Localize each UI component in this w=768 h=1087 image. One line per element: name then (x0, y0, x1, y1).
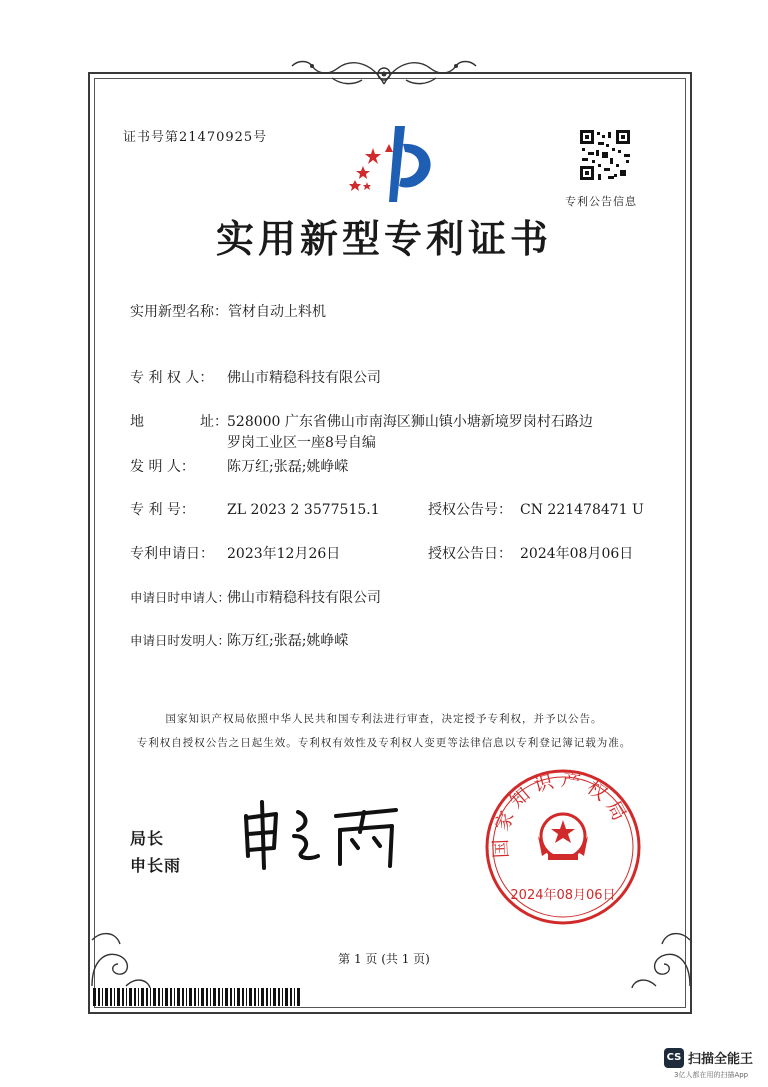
certificate-number: 证书号第21470925号 (123, 130, 268, 145)
statement-line-2: 专利权自授权公告之日起生效。专利权有效性及专利权人变更等法律信息以专利登记簿记载为准。 (136, 737, 632, 749)
barcode-bar (297, 988, 300, 1006)
barcode-bar (114, 988, 115, 1006)
barcode-bar (189, 988, 192, 1006)
barcode-bar (242, 988, 244, 1006)
barcode-bar (294, 988, 295, 1006)
barcode-bar (182, 988, 184, 1006)
barcode-bar (290, 988, 292, 1006)
barcode-bar (230, 988, 232, 1006)
page-indicator: 第 1 页 (共 1 页) (338, 952, 430, 966)
field-value: 528000 广东省佛山市南海区狮山镇小塘新境罗岗村石路边 (227, 414, 593, 430)
statement-line-1: 国家知识产权局依照中华人民共和国专利法进行审查，决定授予专利权，并予以公告。 (165, 713, 603, 725)
barcode-bar (138, 988, 139, 1006)
field-value: 佛山市精稳科技有限公司 (227, 590, 381, 606)
seal-date: 2024年08月06日 (510, 888, 616, 903)
field-label-suffix: 址： (200, 414, 228, 430)
barcode-bar (218, 988, 220, 1006)
barcode-bar (170, 988, 172, 1006)
field-label: 专 利 权 人： (130, 370, 214, 386)
field-label: 授权公告号： (428, 502, 512, 518)
field-label: 申请日时发明人： (130, 633, 231, 648)
barcode-bar (98, 988, 100, 1006)
barcode-bar (270, 988, 271, 1006)
field-label: 实用新型名称： (130, 304, 228, 320)
barcode-bar (158, 988, 160, 1006)
barcode-bar (126, 988, 127, 1006)
barcode-bar (146, 988, 148, 1006)
barcode-bar (273, 988, 276, 1006)
qr-caption: 专利公告信息 (565, 195, 637, 208)
field-value: 陈万红;张磊;姚峥嵘 (227, 633, 349, 649)
field-address (130, 411, 593, 431)
barcode-bar (162, 988, 163, 1006)
field-value: 2024年08月06日 (520, 546, 634, 562)
certificate-title: 实用新型专利证书 (215, 216, 552, 261)
field-utility-model-name (130, 301, 326, 321)
field-label: 申请日时申请人： (130, 590, 231, 605)
field-label: 专利申请日： (130, 546, 214, 562)
field-label: 发 明 人： (130, 459, 195, 475)
barcode-bar (237, 988, 240, 1006)
barcode-bar (122, 988, 124, 1006)
barcode-bar (102, 988, 103, 1006)
barcode-bar (254, 988, 256, 1006)
barcode-bar (129, 988, 132, 1006)
barcode-bar (206, 988, 208, 1006)
field-value: 佛山市精稳科技有限公司 (227, 370, 381, 386)
barcode-bar (134, 988, 136, 1006)
barcode-bar (174, 988, 175, 1006)
field-filing-date (130, 543, 340, 563)
scanner-app-tagline: 3亿人都在用的扫描App (674, 1071, 749, 1079)
barcode-bar (285, 988, 288, 1006)
signatory-title: 局长 (130, 829, 165, 848)
barcode-bar (246, 988, 247, 1006)
barcode-bar (249, 988, 252, 1006)
field-inventor (130, 456, 348, 476)
barcode-bar (213, 988, 216, 1006)
barcode-icon (93, 988, 303, 1006)
barcode-bar (198, 988, 199, 1006)
barcode-bar (141, 988, 144, 1006)
barcode-bar (261, 988, 264, 1006)
field-inventor-at-filing (130, 630, 348, 650)
barcode-bar (210, 988, 211, 1006)
qr-code-icon[interactable] (580, 130, 630, 180)
barcode-bar (258, 988, 259, 1006)
signatory-name: 申长雨 (130, 856, 182, 875)
field-label: 授权公告日： (428, 546, 512, 562)
barcode-bar (278, 988, 280, 1006)
field-grant-date (428, 543, 633, 563)
barcode-bar (222, 988, 223, 1006)
field-value: 管材自动上料机 (228, 304, 326, 320)
barcode-bar (266, 988, 268, 1006)
field-address-line2 (227, 432, 376, 452)
scanner-app-name: 扫描全能王 (688, 1052, 754, 1067)
barcode-bar (117, 988, 120, 1006)
field-value: 2023年12月26日 (227, 546, 341, 562)
field-applicant-at-filing (130, 587, 381, 607)
field-value: 陈万红;张磊;姚峥嵘 (227, 459, 349, 475)
barcode-bar (150, 988, 151, 1006)
signature-icon (236, 796, 406, 872)
barcode-bar (105, 988, 108, 1006)
seal-org-text: 国家知识产权局 (489, 768, 634, 859)
barcode-bar (225, 988, 228, 1006)
barcode-bar (186, 988, 187, 1006)
barcode-bar (93, 988, 96, 1006)
top-ornament-icon (282, 52, 486, 92)
official-seal-icon (482, 766, 644, 928)
barcode-bar (165, 988, 168, 1006)
barcode-bar (282, 988, 283, 1006)
patent-logo-icon (333, 122, 443, 210)
barcode-bar (153, 988, 156, 1006)
scanner-app-badge (664, 1046, 760, 1082)
field-grant-pub-number (428, 499, 644, 519)
field-label: 地 (130, 414, 144, 430)
barcode-bar (177, 988, 180, 1006)
barcode-bar (234, 988, 235, 1006)
field-patentee (130, 367, 381, 387)
barcode-bar (194, 988, 196, 1006)
barcode-bar (201, 988, 204, 1006)
field-value: 罗岗工业区一座8号自编 (227, 435, 376, 451)
field-patent-number (130, 499, 380, 519)
bottom-left-ornament-icon (86, 900, 156, 990)
camscanner-logo-icon: CS (664, 1048, 684, 1068)
field-label: 专 利 号： (130, 502, 195, 518)
field-value: ZL 2023 2 3577515.1 (227, 502, 380, 518)
barcode-bar (110, 988, 112, 1006)
field-value: CN 221478471 U (520, 502, 644, 518)
